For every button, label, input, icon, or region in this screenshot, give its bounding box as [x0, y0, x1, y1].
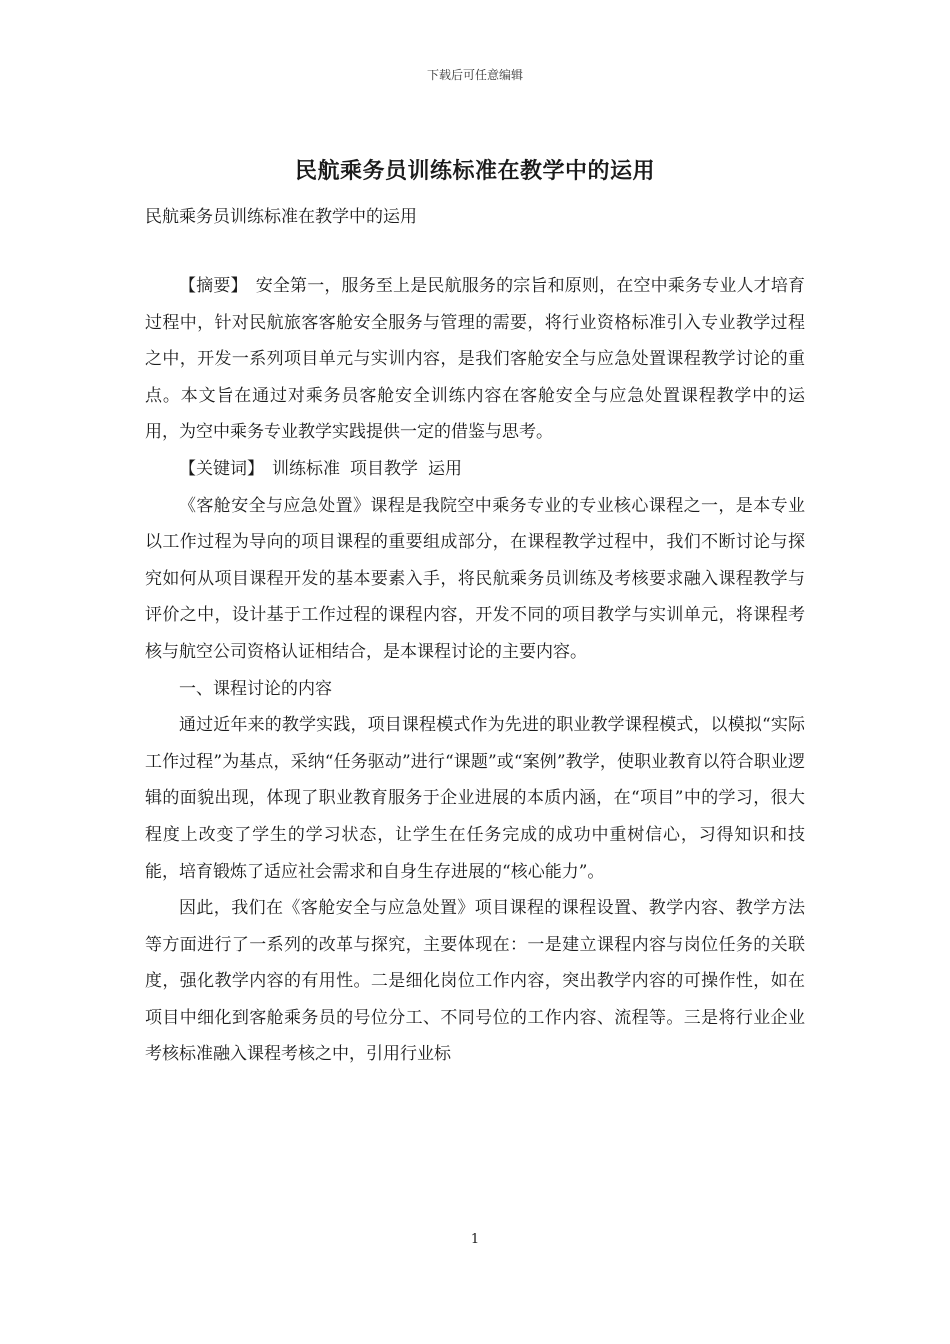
abstract-paragraph	[145, 268, 805, 451]
body-paragraph: 通过近年来的教学实践，项目课程模式作为先进的职业教学课程模式，以模拟“实际工作过程”为基点，采纳“任务驱动”进行“课题”或“案例”教学，使职业教育以符合职业逻辑的面貌出现，体现了职业教育服务于企业进展的本质内涵，在“项目”中的学习，很大程度上改变了学生的学习状态，让学生在任务完成的成功中重树信心，习得知识和技能，培育锻炼了适应社会需求和自身生存进展的“核心能力”。	[145, 715, 805, 882]
header-note: 下载后可任意编辑	[426, 68, 523, 82]
document-subtitle: 民航乘务员训练标准在教学中的运用	[145, 207, 417, 227]
abstract-label: 【摘要】	[179, 276, 248, 296]
keyword-item: 训练标准	[272, 458, 340, 479]
keyword-item: 项目教学	[350, 458, 418, 479]
keywords-label: 【关键词】	[179, 458, 264, 479]
document-title: 民航乘务员训练标准在教学中的运用	[294, 158, 655, 184]
abstract-text: 安全第一，服务至上是民航服务的宗旨和原则，在空中乘务专业人才培育过程中，针对民航旅客客舱安全服务与管理的需要，将行业资格标准引入专业教学过程之中，开发一系列项目单元与实训内容，是我们客舱安全与应急处置课程教学讨论的重点。本文旨在通过对乘务员客舱安全训练内容在客舱安全与应急处置课程教学中的运用，为空中乘务专业教学实践提供一定的借鉴与思考。	[145, 276, 806, 443]
section-heading: 一、课程讨论的内容	[179, 678, 332, 699]
document-body	[145, 268, 805, 1073]
keyword-item: 运用	[428, 458, 462, 479]
keywords-paragraph	[145, 451, 805, 488]
intro-paragraph: 《客舱安全与应急处置》课程是我院空中乘务专业的专业核心课程之一，是本专业以工作过程为导向的项目课程的重要组成部分，在课程教学过程中，我们不断讨论与探究如何从项目课程开发的基本要素入手，将民航乘务员训练及考核要求融入课程教学与评价之中，设计基于工作过程的课程内容，开发不同的项目教学与实训单元，将课程考核与航空公司资格认证相结合，是本课程讨论的主要内容。	[145, 495, 805, 662]
page-number: 1	[470, 1232, 480, 1247]
body-paragraph: 因此，我们在《客舱安全与应急处置》项目课程的课程设置、教学内容、教学方法等方面进行了一系列的改革与探究，主要体现在：一是建立课程内容与岗位任务的关联度，强化教学内容的有用性。二是细化岗位工作内容，突出教学内容的可操作性，如在项目中细化到客舱乘务员的号位分工、不同号位的工作内容、流程等。三是将行业企业考核标准融入课程考核之中，引用行业标	[145, 898, 805, 1065]
